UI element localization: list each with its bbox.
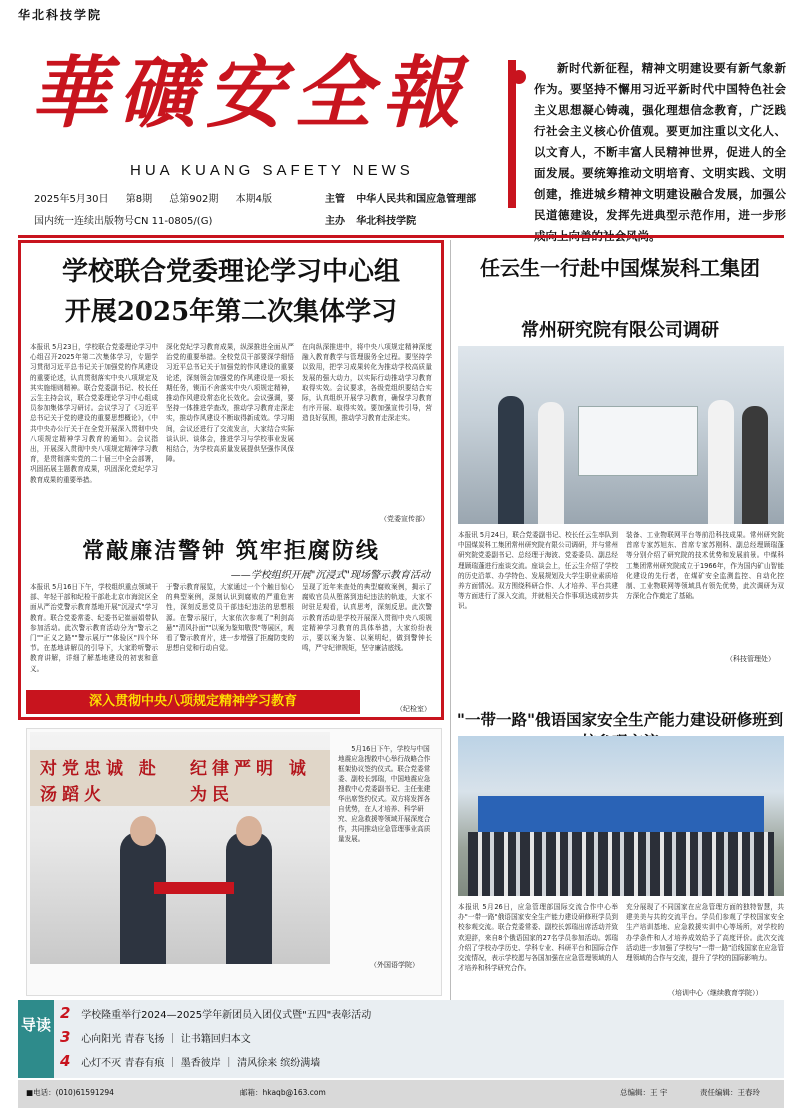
toc-label: 导读 xyxy=(20,1016,51,1034)
article4-col1: 本报讯 5月26日，应急管理部国际交流合作中心举办"一带一路"俄语国家安全生产能力建设研修班学员到校参观交流。联合党委常委、副校长郭瑞出席活动并致欢迎辞，来自8个俄语国家的27名学员参加活动。郭瑞介绍了学校办学历史、学科专业、科研平台和国际合作交流情况，表示学校愿与各国加强在应急管理领域的人才培养和科学研究合作。 xyxy=(458,903,618,973)
toc-item-text: 心灯不灭 青春有痕 ｜ 墨香彼岸 ｜ 清风徐来 缤纷满墙 xyxy=(81,1058,321,1069)
group-people xyxy=(468,832,774,896)
article1-title xyxy=(30,252,432,332)
host-name: 华北科技学院 xyxy=(356,216,417,227)
person-right xyxy=(226,832,272,964)
signing-photo xyxy=(30,732,330,964)
visit-photo xyxy=(458,346,784,524)
article2-col2: 于警示教育展览，大家通过一个个触目惊心的典型案例，深刻认识到腐败的严重危害性，深刻反思党员干部违纪违法的思想根源。在警示展厅，大家依次参观了"利剑高悬""清风扑面""以案为鉴知敬畏"等展区，观看了警示教育片，进一步增强了拒腐防变的思想自觉和行动自觉。 xyxy=(166,583,294,653)
issue-info xyxy=(34,190,286,205)
article4-title: "一带一路"俄语国家安全生产能力建设研修班到 xyxy=(456,710,784,729)
photo-credit: （外国语学院） xyxy=(370,961,419,969)
masthead-english: HUA KUANG SAFETY NEWS xyxy=(130,162,414,179)
issue-cn: 国内统一连续出版物号CN 11-0805/(G) xyxy=(34,216,213,227)
toc-item-number: 2 xyxy=(60,1004,71,1022)
footer-phone: ■电话：(010)61591294 xyxy=(26,1088,114,1097)
toc-item[interactable] xyxy=(60,1052,320,1070)
toc-item-text: 学校隆重举行2024—2025学年新团员入团仪式暨"五四"表彰活动 xyxy=(81,1010,372,1021)
issue-pages: 本期4版 xyxy=(235,194,272,205)
article1-credit: （党委宣传部） xyxy=(380,515,429,523)
article3-col2: 装备、工业物联网平台等前沿科技成果。常州研究院首席专家苏旭东、首席专家苏刚科、副总经理顾瑞蓬等分别介绍了研究院的技术优势和发展前景。中煤科工集团常州研究院成立于1966年，作为国内矿山智能化建设的先行者，在煤矿安全监测监控、自动化控制、工业物联网等领域具有领先优势，此次调研为双方深化合作奠定了基础。 xyxy=(626,531,784,601)
issue-date: 2025年5月30日 xyxy=(34,194,109,205)
issue-number: 第8期 xyxy=(125,194,153,205)
sponsor-name: 中华人民共和国应急管理部 xyxy=(356,194,477,205)
group-photo xyxy=(458,736,784,896)
article1-col1: 本报讯 5月23日，学校联合党委理论学习中心组召开2025年第二次集体学习，专题学习贯彻习近平总书记关于加强党的作风建设的重要论述，认真贯彻落实中央八项规定及其实施细则精神。联合党委副书记、校长任云生主持会议，联合党委理论学习中心组成员参加集体学习研讨。会议学习了《习近平总书记关于党的建设的重要思想概论》，《中共中央办公厅关于在全党开展深入贯彻中央八项规定精神学习教育的通知》。会议指出，开展深入贯彻中央八项规定精神学习教育，是贯彻落实党的二十届三中全会部署，巩固拓展主题教育成果，巩固深化党纪学习教育成果的重要举措。 xyxy=(30,343,158,484)
header-rule xyxy=(18,235,784,238)
slogan-text: 新时代新征程，精神文明建设要有新气象新作为。要坚持不懈用习近平新时代中国特色社会主义思想凝心铸魂，强化理想信念教育，广泛践行社会主义核心价值观。要更加注重以文化人、以文育人，不断丰富人民精神世界，促进人的全面发展。要统筹推动文明培育、文明实践、文明创建，推进城乡精神文明建设融合发展，加强公民道德建设，发挥先进典型示范作用，进一步形 xyxy=(534,61,786,222)
footer-bar xyxy=(18,1080,784,1108)
article2-subtitle: ——学校组织开展"沉浸式"现场警示教育活动 xyxy=(230,570,430,581)
footer-editor: 总编辑：王 宇 xyxy=(620,1088,668,1097)
person-left xyxy=(120,832,166,964)
footer-duty: 责任编辑：王春玲 xyxy=(700,1088,760,1097)
article3-title-line2: 常州研究院有限公司调研 xyxy=(521,320,719,341)
toc-item[interactable] xyxy=(60,1028,251,1046)
photo-caption: 5月16日下午，学校与中国地震应急搜救中心举行战略合作框架协议签约仪式。联合党委常委、副校长郭瑞，中国地震应急搜救中心党委副书记、主任张建华出席签约仪式。双方将发挥各自优势，在人才培养、科学研究、应急救援等领域开展深度合作，共同推动应急管理事业高质量发展。 xyxy=(338,745,431,843)
footer-email: 邮箱：hkaqb@163.com xyxy=(240,1088,326,1097)
article2-col1: 本报讯 5月16日下午，学校组织重点领域干部、年轻干部和纪检干部赴北京市海淀区全面从严治党警示教育基地开展"沉浸式"学习教育。联合党委常委、纪委书记崔丽娟带队参加活动。此次警示教育活动分为"警示之门""正义之路""警示展厅""体验区"四个环节。在基地讲解员的引导下，大家聆听警示教育讲解，详细了解基地建设的初衷和意义。 xyxy=(30,583,158,673)
agreement-folder xyxy=(154,882,234,894)
sponsor-label: 主管 xyxy=(325,194,345,205)
article2-title: 常敲廉洁警钟 筑牢拒腐防线 xyxy=(82,538,380,564)
masthead-title: 華礦安全報 xyxy=(30,48,471,139)
banner-art-left: 对党忠诚 赴汤蹈火 xyxy=(40,759,161,805)
sponsor-line xyxy=(325,190,484,205)
campaign-banner-text: 深入贯彻中央八项规定精神学习教育 xyxy=(88,694,297,709)
school-name: 华北科技学院 xyxy=(18,8,103,22)
article2-col3: 呈现了近年来查处的典型腐败案例，揭示了腐败官员从堕落到违纪违法的轨迹，大家不时驻足观看，认真思考，深刻反思。此次警示教育活动是学校开展深入贯彻中央八项规定精神学习教育的具体举措，大家纷纷表示，要以案为鉴、以案明纪，做到警钟长鸣，严守纪律规矩，坚守廉洁底线。 xyxy=(302,583,432,653)
toc-item-text: 心向阳光 青春飞扬 ｜ 让书籍回归本文 xyxy=(81,1034,251,1045)
article2-credit: （纪检室） xyxy=(396,705,431,713)
host-label: 主办 xyxy=(325,216,345,227)
toc-item-number: 4 xyxy=(60,1052,71,1070)
article4-col2: 充分展现了不同国家在应急管理方面的独特智慧，共建美美与共的交流平台。学员们参观了学校国家安全生产培训基地、应急救援实训中心等场所，对学校的办学条件和人才培养成效给予了高度评价。此次交流活动进一步加强了学校与"一带一路"沿线国家在应急管理领域的合作与交流，提升了学校的国际影响力。 xyxy=(626,903,784,963)
article3-col1: 本报讯 5月24日，联合党委副书记、校长任云生率队到中国煤炭科工集团常州研究院有限公司调研，并与常州研究院党委副书记、总经理于海波、党委委员、副总经理顾瑞蓬进行座谈交流。座谈会上，任云生介绍了学校的历史沿革、办学特色、发展规划及大学生职业素质培养方面情况。双方围绕科研合作、人才培养、平台共建等方面进行了深入交流，并就相关合作事项达成初步共识。 xyxy=(458,531,618,611)
toc-label-bg xyxy=(18,1000,54,1078)
issue-total: 总第902期 xyxy=(169,194,219,205)
banner-art-right: 纪律严明 诚为民 xyxy=(190,759,311,805)
slogan-dot xyxy=(512,70,526,84)
article1-col2: 深化党纪学习教育成果，纵深推进全面从严治党的重要举措。全校党员干部要深学细悟习近平总书记关于加强党的作风建设的重要论述，深刻领会加强党的作风建设是一项长期任务，锲而不舍落实中央八项规定精神，推动作风建设常态化长效化。会议强调，要坚持一体推进学查改，推动学习教育走深走实，推动作风建设不断取得新成效。学习期间，会议还进行了交流发言，大家结合实际谈认识、谈体会，推进学习与学校事业发展相结合，为学校高质量发展提供坚强作风保障。 xyxy=(166,343,294,464)
toc-item-number: 3 xyxy=(60,1028,71,1046)
article1-title-line2: 开展2025年第二次集体学习 xyxy=(64,297,398,327)
group-banner xyxy=(478,796,764,836)
host-line xyxy=(325,212,424,227)
article3-title-line1: 任云生一行赴中国煤炭科工集团 xyxy=(480,256,760,280)
toc-item[interactable] xyxy=(60,1004,371,1022)
article1-col3: 在向纵深推进中，将中央八项规定精神深度融入教育教学与管理服务全过程。要坚持学以致用，把学习成果转化为推动学校高质量发展的强大动力，以实际行动推动学习教育取得实效。会议要求，各级党组织要结合实际，认真组织开展学习教育，确保学习教育有序开展、取得实效。要加强宣传引导，营造良好氛围，推动学习教育走深走实。 xyxy=(302,343,432,423)
article1-title-line1: 学校联合党委理论学习中心组 xyxy=(61,257,400,287)
article3-credit: （科技管理处） xyxy=(726,655,775,663)
column-divider xyxy=(450,240,451,1070)
article4-credit: （培训中心（继续教育学院）） xyxy=(668,989,763,997)
